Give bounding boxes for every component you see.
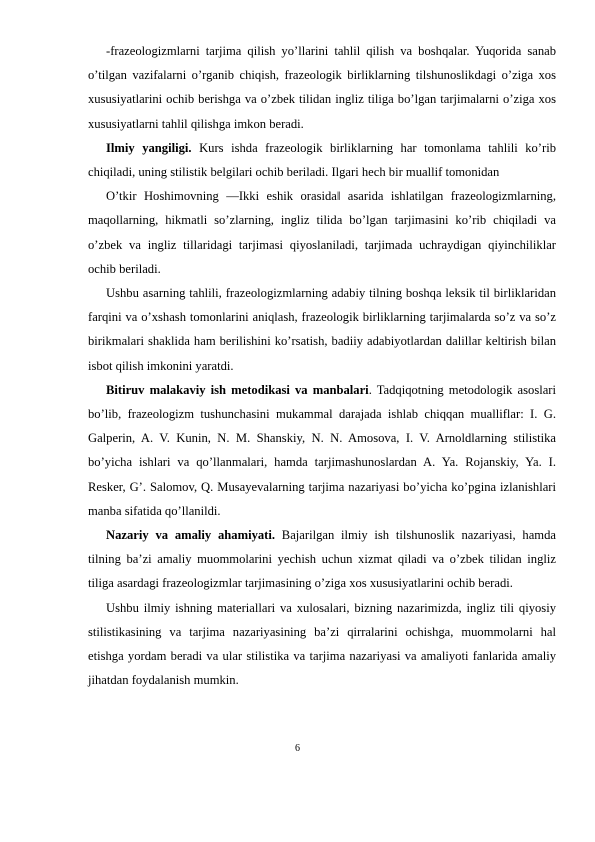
document-page <box>88 39 556 692</box>
paragraph-text: . Tadqiqotning metodologik asoslari bo’lib, frazeologizm tushunchasini mukammal darajada ishlab chiqqan mualliflar: I. G. Galperin, A. V. Kunin, N. M. Shanskiy, N. N. Amosova, I. V. Arnoldlarning stilistika bo’yicha ishlari va qo’llanmalari, hamda tarjimashunoslardan A. Ya. Rojanskiy, Ya. I. Resker, G’. Salomov, Q. Musayevalarning tarjima nazariyasi bo’yicha ko’pgina izlanishlari manba sifatida qo’llanildi. <box>88 382 557 518</box>
paragraph-heading: Bitiruv malakaviy ish metodikasi va manbalari <box>106 382 369 397</box>
paragraph-heading: Ilmiy yangiligi. <box>106 140 192 155</box>
paragraph-tasks <box>88 39 556 136</box>
paragraph-text: Ushbu asarning tahlili, frazeologizmlarning adabiy tilning boshqa leksik til birliklaridan farqini va o’xshash tomonlarini aniqlash, frazeologik birliklarning tarjimalarda so’z va so’z birikmalari shaklida ham berilishini ko’rsatish, badiiy adabiyotlardan dalillar keltirish bilan isbot qilish imkonini yaratdi. <box>88 286 556 373</box>
paragraph-text: O’tkir Hoshimovning ―Ikki eshik orasida‖ asarida ishlatilgan frazeologizmlarning, maqollarning, hikmatli so’zlarning, ingliz tilida bo’lgan tarjimasini ko’rib chiqiladi va o’zbek va ingliz tillaridagi tarjimasi qiyoslaniladi, tarjimada uchraydigan qiyinchiliklar ochib beriladi. <box>88 189 556 276</box>
paragraph-hoshimov-work <box>88 184 556 281</box>
paragraph-text: Bajarilgan ilmiy ish tilshunoslik nazariyasi, hamda tilning ba’zi amaliy muommolarini yechish uchun xizmat qiladi va o’zbek tilidan ingliz tiliga asardagi frazeologizmlar tarjimasining o’ziga xos xususiyatlarini ochib beradi. <box>88 528 556 591</box>
paragraph-text: -frazeologizmlarni tarjima qilish yo’llarini tahlil qilish va boshqalar. Yuqorida sanab o’tilgan vazifalarni o’rganib chiqish, frazeologik birliklarning tilshunoslikdagi o’ziga xos xususiyatlarini ochib berishga va o’zbek tilidan ingliz tiliga bo’lgan tarjimalarni o’ziga xos xususiyatlarni tahlil qilishga imkon beradi. <box>88 44 556 131</box>
paragraph-heading: Nazariy va amaliy ahamiyati. <box>106 528 276 543</box>
paragraph-analysis <box>88 281 556 378</box>
paragraph-methodology <box>88 378 556 523</box>
page-number: 6 <box>295 743 300 754</box>
paragraph-significance <box>88 523 556 596</box>
paragraph-materials <box>88 596 556 693</box>
paragraph-scientific-novelty <box>88 136 556 184</box>
paragraph-text: Ushbu ilmiy ishning materiallari va xulosalari, bizning nazarimizda, ingliz tili qiyosiy stilistikasining va tarjima nazariyasining ba’zi qirralarini ochishga, muommolarni hal etishga yordam beradi va ular stilistika va tarjima nazariyasi va amaliyoti fanlarida amaliy jihatdan foydalanish mumkin. <box>88 600 556 688</box>
paragraph-text: Kurs ishda frazeologik birliklarning har tomonlama tahlili ko’rib chiqiladi, uning stilistik belgilari ochib beriladi. Ilgari hech bir muallif tomonidan <box>88 140 556 180</box>
